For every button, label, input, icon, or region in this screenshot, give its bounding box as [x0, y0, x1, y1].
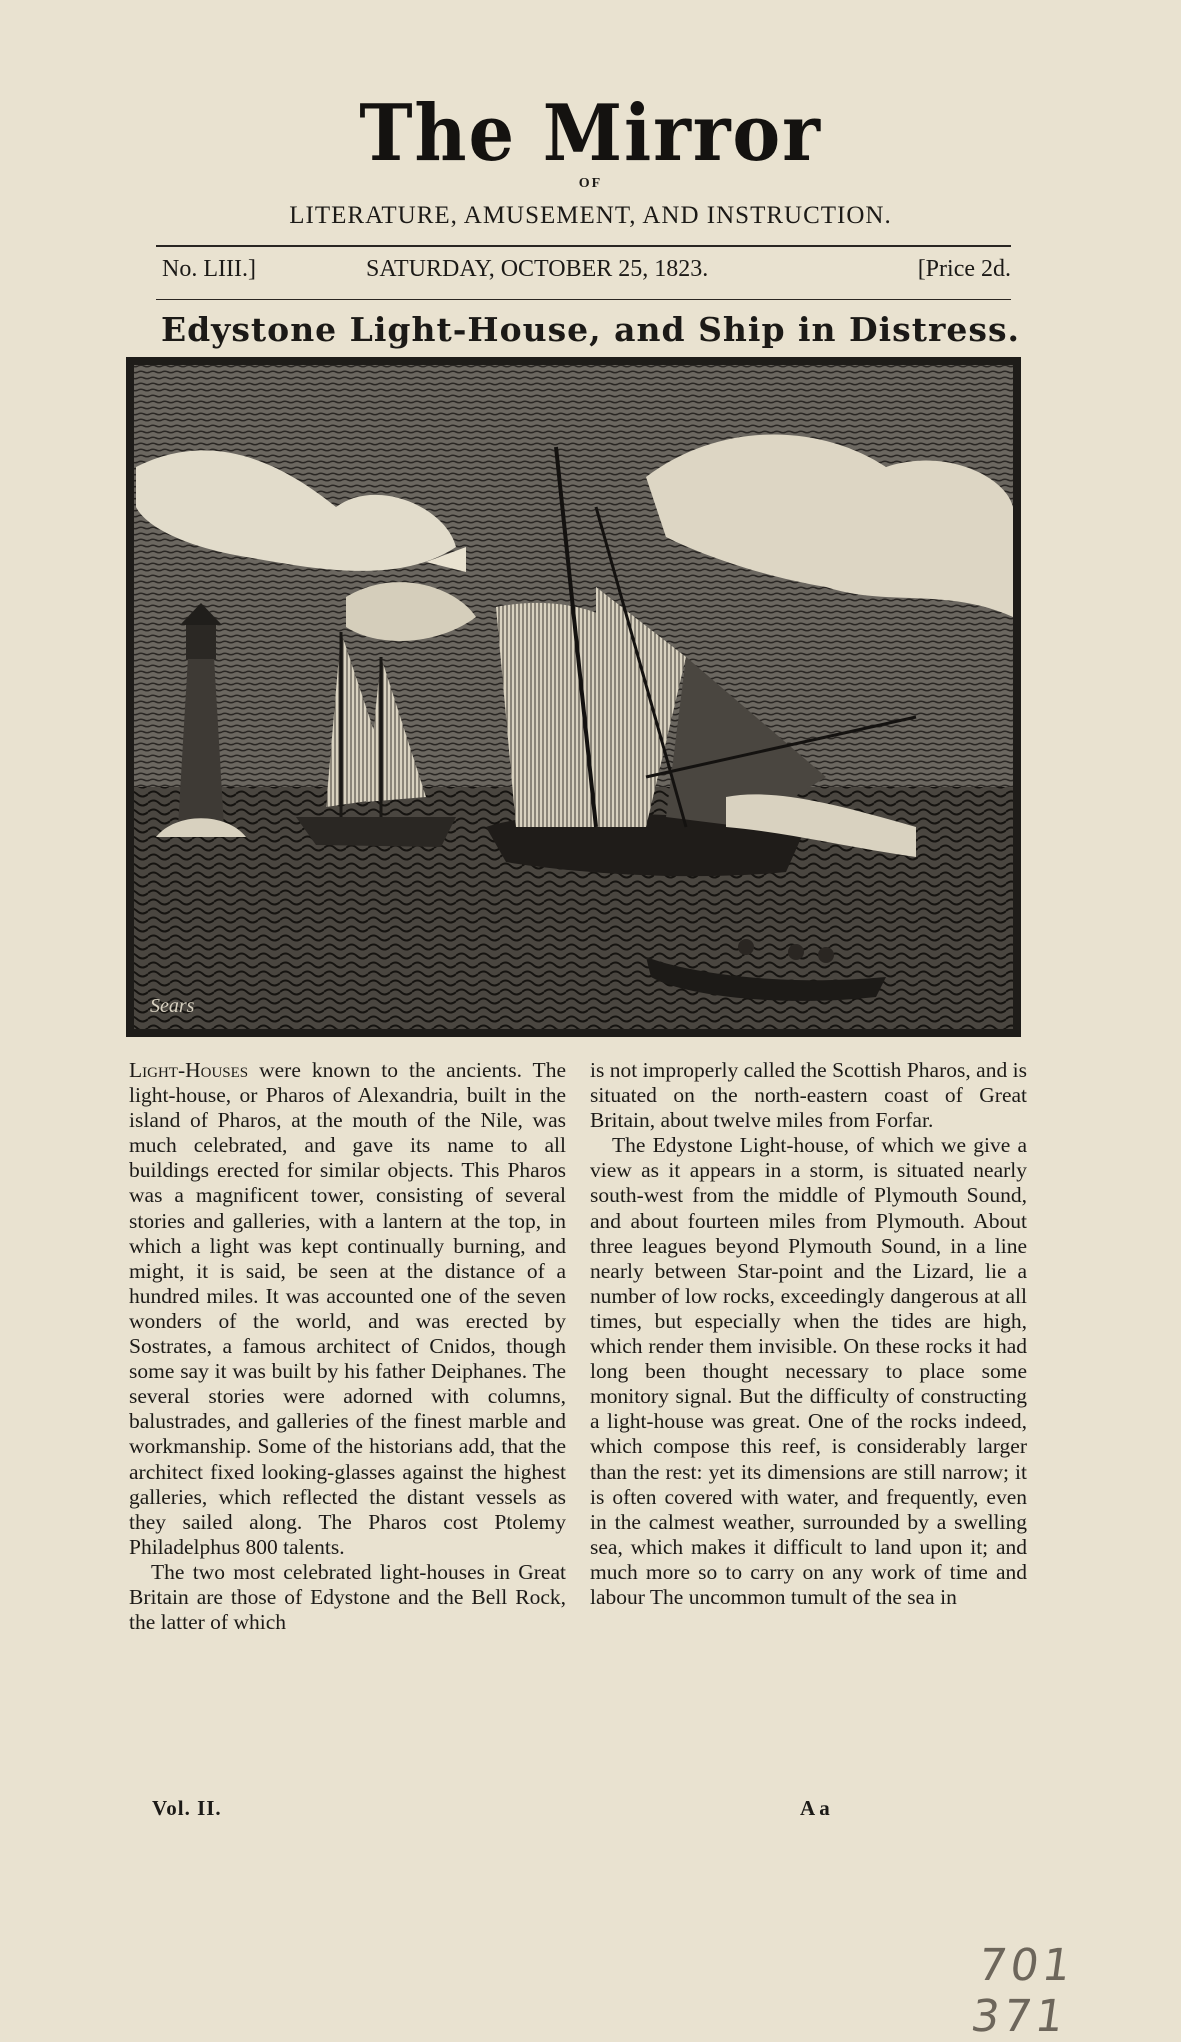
- issue-date: SATURDAY, OCTOBER 25, 1823.: [366, 256, 709, 282]
- article-text: were known to the ancients. The light-house, or Pharos of Alexandria, built in the island of Pharos, at the mouth of the Nile, was much celebrated, and gave its name to all buildings erected for similar objects. This Pharos was a magnificent tower, consisting of several stories and galleries, with a lantern at the top, in which a light was kept continually burning, and might, it is said, be seen at the distance of a hundred miles. It was accounted one of the seven wonders of the world, and was erected by Sostrates, a famous architect of Cnidos, though some say it was built by his father Deiphanes. The several stories were adorned with columns, balustrades, and galleries of the finest marble and workmanship. Some of the historians add, that the architect fixed looking-glasses against the highest galleries, which reflected the distant vessels as they sailed along. The Pharos cost Ptolemy Philadelphus 800 talents.: [129, 1058, 566, 1559]
- article-lead-word: Light-Houses: [129, 1058, 249, 1082]
- masthead-of: OF: [578, 176, 603, 191]
- article-paragraph: [129, 1058, 566, 1560]
- masthead-subtitle: LITERATURE, AMUSEMENT, AND INSTRUCTION.: [289, 202, 892, 229]
- divider-rule-bottom: [156, 299, 1011, 300]
- engraving-illustration: [126, 357, 1021, 1037]
- signature-mark: A a: [800, 1796, 830, 1820]
- accession-number: 701 371: [967, 1940, 1079, 2042]
- divider-rule-top: [156, 245, 1011, 247]
- article-paragraph: The Edystone Light-house, of which we give a view as it appears in a storm, is situated nearly south-west from the middle of Plymouth Sound, and about fourteen miles from Plymouth. About three leagues beyond Plymouth Sound, in a line nearly between Star-point and the Lizard, lie a number of low rocks, exceedingly dangerous at all times, but especially when the tides are high, which render them invisible. On these rocks it had long been thought necessary to place some monitory signal. But the difficulty of constructing a light-house was great. One of the rocks indeed, which compose this reef, is considerably larger than the rest: yet its dimensions are still narrow; it is often covered with water, and frequently, even in the calmest weather, surrounded by a swelling sea, which makes it difficult to land upon it; and much more so to carry on any work of time and labour The uncommon tumult of the sea in: [590, 1133, 1027, 1609]
- issue-number: No. LIII.]: [162, 256, 256, 282]
- article-column-left: [129, 1058, 566, 1635]
- article-paragraph: The two most celebrated light-houses in Great Britain are those of Edystone and the Bell Rock, the latter of which: [129, 1559, 566, 1635]
- masthead-title: The Mirror: [359, 88, 822, 179]
- issue-line: [156, 250, 1011, 294]
- article-paragraph: is not improperly called the Scottish Pharos, and is situated on the north-eastern coast of Great Britain, about twelve miles from Forfar.: [590, 1058, 1027, 1133]
- article-column-right: [590, 1058, 1027, 1610]
- illustration-headline: Edystone Light-House, and Ship in Distress.: [160, 310, 1021, 349]
- issue-price: [Price 2d.: [917, 256, 1011, 282]
- engraver-signature: Sears: [150, 995, 195, 1017]
- volume-mark: Vol. II.: [152, 1796, 222, 1820]
